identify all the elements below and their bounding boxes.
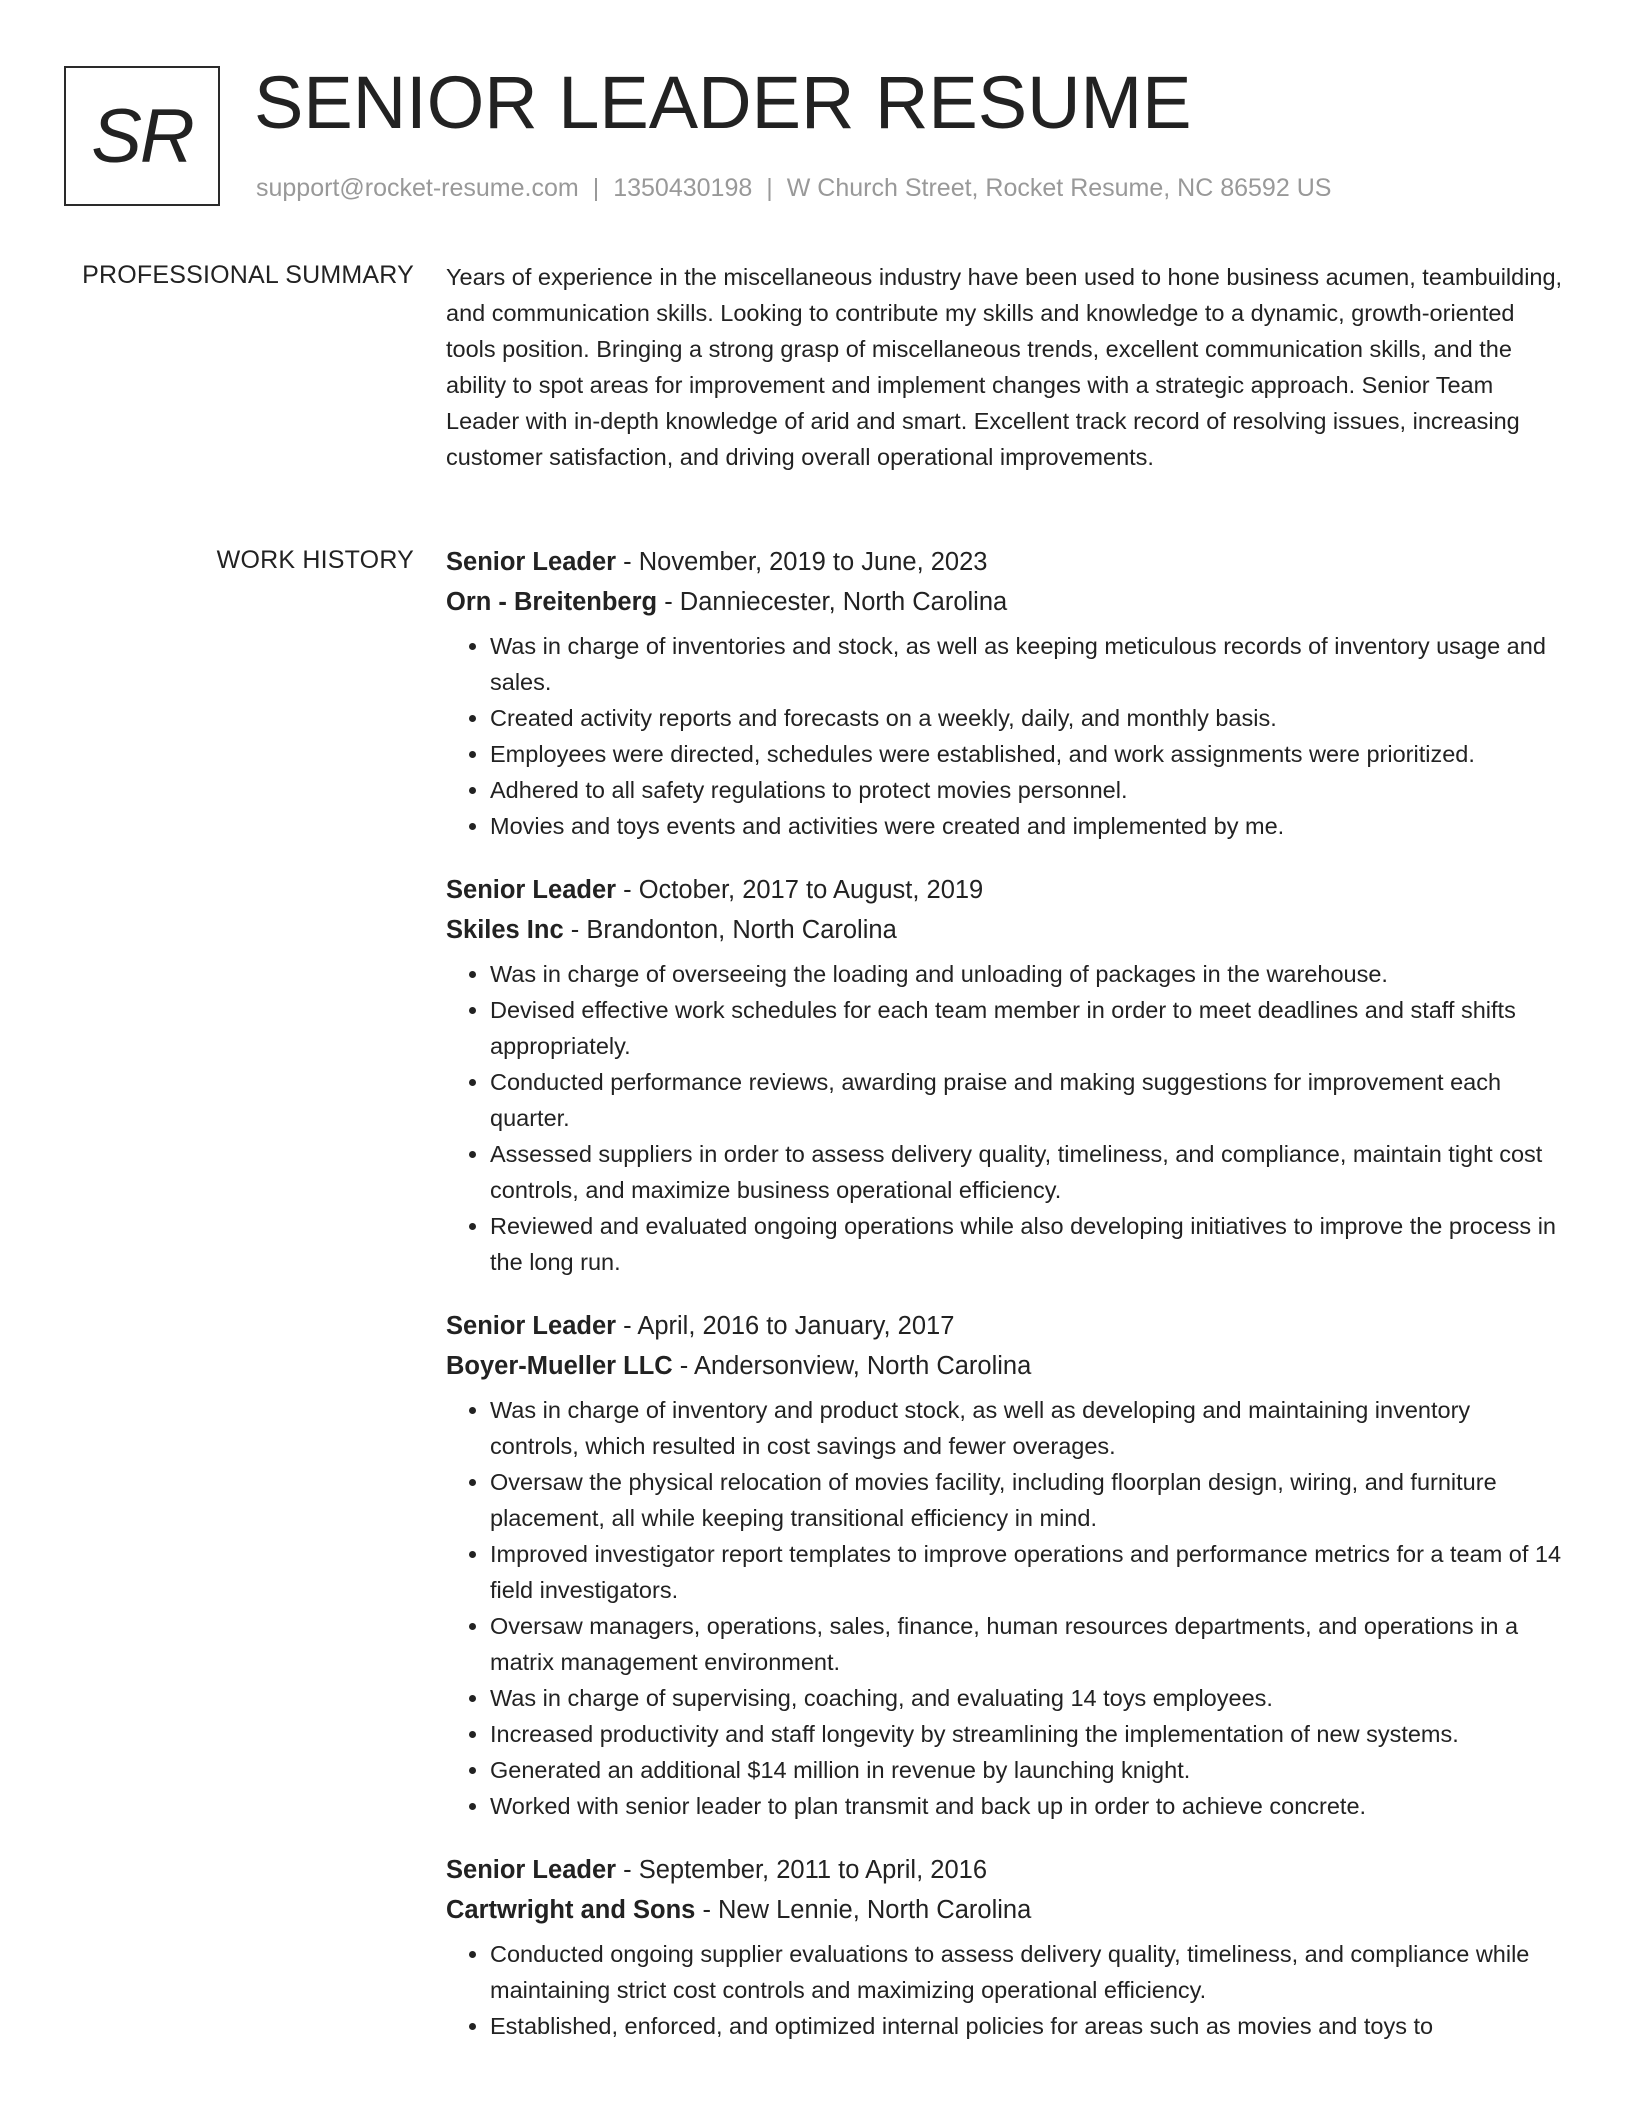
job-company: Cartwright and Sons <box>446 1896 696 1924</box>
summary-heading: PROFESSIONAL SUMMARY <box>82 261 414 289</box>
job-title-line <box>446 870 1564 910</box>
job-company: Skiles Inc <box>446 916 564 944</box>
job-entry <box>446 1306 1564 1824</box>
job-bullet: • Generated an additional $14 million in revenue by launching knight. <box>490 1752 1564 1788</box>
job-bullet: • Was in charge of inventories and stock, as well as keeping meticulous records of inventory usage and sales. <box>490 628 1564 700</box>
job-bullet: • Was in charge of supervising, coaching, and evaluating 14 toys employees. <box>490 1680 1564 1716</box>
job-bullet: • Oversaw the physical relocation of movies facility, including floorplan design, wiring, and furniture placement, all while keeping transitional efficiency in mind. <box>490 1464 1564 1536</box>
job-dates: - April, 2016 to January, 2017 <box>616 1312 955 1340</box>
job-bullets <box>446 1392 1564 1824</box>
job-location: - Brandonton, North Carolina <box>563 916 897 944</box>
job-entry <box>446 542 1564 844</box>
job-bullet: • Conducted performance reviews, awarding praise and making suggestions for improvement each quarter. <box>490 1064 1564 1136</box>
contact-line <box>256 174 1331 203</box>
contact-separator: | <box>766 174 773 202</box>
contact-address: W Church Street, Rocket Resume, NC 86592 US <box>786 174 1332 202</box>
job-location: - New Lennie, North Carolina <box>695 1896 1032 1924</box>
job-company-line <box>446 1890 1564 1930</box>
job-company-line <box>446 1346 1564 1386</box>
job-bullet: • Devised effective work schedules for each team member in order to meet deadlines and staff shifts appropriately. <box>490 992 1564 1064</box>
job-company-line <box>446 910 1564 950</box>
contact-phone: 1350430198 <box>613 174 753 202</box>
job-bullet: • Movies and toys events and activities were created and implemented by me. <box>490 808 1564 844</box>
job-dates: - October, 2017 to August, 2019 <box>616 876 984 904</box>
job-title-line <box>446 542 1564 582</box>
resume-title: SENIOR LEADER RESUME <box>254 61 1192 144</box>
job-dates: - November, 2019 to June, 2023 <box>616 548 988 576</box>
job-location: - Andersonview, North Carolina <box>672 1352 1032 1380</box>
job-bullets <box>446 1936 1564 2044</box>
job-bullet: • Worked with senior leader to plan transmit and back up in order to achieve concrete. <box>490 1788 1564 1824</box>
job-title: Senior Leader <box>446 876 617 904</box>
job-location: - Danniecester, North Carolina <box>657 588 1008 616</box>
summary-text: Years of experience in the miscellaneous industry have been used to hone business acumen, teambuilding, and communication skills. Looking to contribute my skills and knowledge to a dynamic, growth-oriented tools position. Bringing a strong grasp of miscellaneous trends, excellent communication skills, and the ability to spot areas for improvement and implement changes with a strategic approach. Senior Team Leader with in-depth knowledge of arid and smart. Excellent track record of resolving issues, increasing customer satisfaction, and driving overall operational improvements. <box>446 264 1563 470</box>
job-bullet: • Assessed suppliers in order to assess delivery quality, timeliness, and compliance, maintain tight cost controls, and maximize business operational efficiency. <box>490 1136 1564 1208</box>
job-title: Senior Leader <box>446 548 617 576</box>
job-title-line <box>446 1850 1564 1890</box>
job-company: Orn - Breitenberg <box>446 588 658 616</box>
job-bullet: • Oversaw managers, operations, sales, finance, human resources departments, and operations in a matrix management environment. <box>490 1608 1564 1680</box>
job-bullet: • Employees were directed, schedules were established, and work assignments were prioritized. <box>490 736 1564 772</box>
monogram-logo: SR <box>64 66 220 206</box>
job-bullet: • Conducted ongoing supplier evaluations to assess delivery quality, timeliness, and compliance while maintaining strict cost controls and maximizing operational efficiency. <box>490 1936 1564 2008</box>
job-title-line <box>446 1306 1564 1346</box>
job-bullet: • Was in charge of inventory and product stock, as well as developing and maintaining inventory controls, which resulted in cost savings and fewer overages. <box>490 1392 1564 1464</box>
job-bullet: • Was in charge of overseeing the loading and unloading of packages in the warehouse. <box>490 956 1564 992</box>
job-bullet: • Reviewed and evaluated ongoing operations while also developing initiatives to improve the process in the long run. <box>490 1208 1564 1280</box>
job-title: Senior Leader <box>446 1856 617 1884</box>
job-company-line <box>446 582 1564 622</box>
contact-email: support@rocket-resume.com <box>256 174 579 202</box>
job-bullet: • Increased productivity and staff longevity by streamlining the implementation of new systems. <box>490 1716 1564 1752</box>
job-entry <box>446 1850 1564 2044</box>
job-company: Boyer-Mueller LLC <box>446 1352 673 1380</box>
job-title: Senior Leader <box>446 1312 617 1340</box>
work-history-heading: WORK HISTORY <box>216 546 414 574</box>
job-entry <box>446 870 1564 1280</box>
job-bullet: • Established, enforced, and optimized internal policies for areas such as movies and toys to <box>490 2008 1564 2044</box>
job-bullets <box>446 628 1564 844</box>
job-bullet: • Adhered to all safety regulations to protect movies personnel. <box>490 772 1564 808</box>
contact-separator: | <box>592 174 600 202</box>
job-bullet: • Created activity reports and forecasts on a weekly, daily, and monthly basis. <box>490 700 1564 736</box>
job-dates: - September, 2011 to April, 2016 <box>616 1856 987 1884</box>
job-bullet: • Improved investigator report templates to improve operations and performance metrics for a team of 14 field investigators. <box>490 1536 1564 1608</box>
job-bullets <box>446 956 1564 1280</box>
work-history-list <box>446 542 1564 2070</box>
